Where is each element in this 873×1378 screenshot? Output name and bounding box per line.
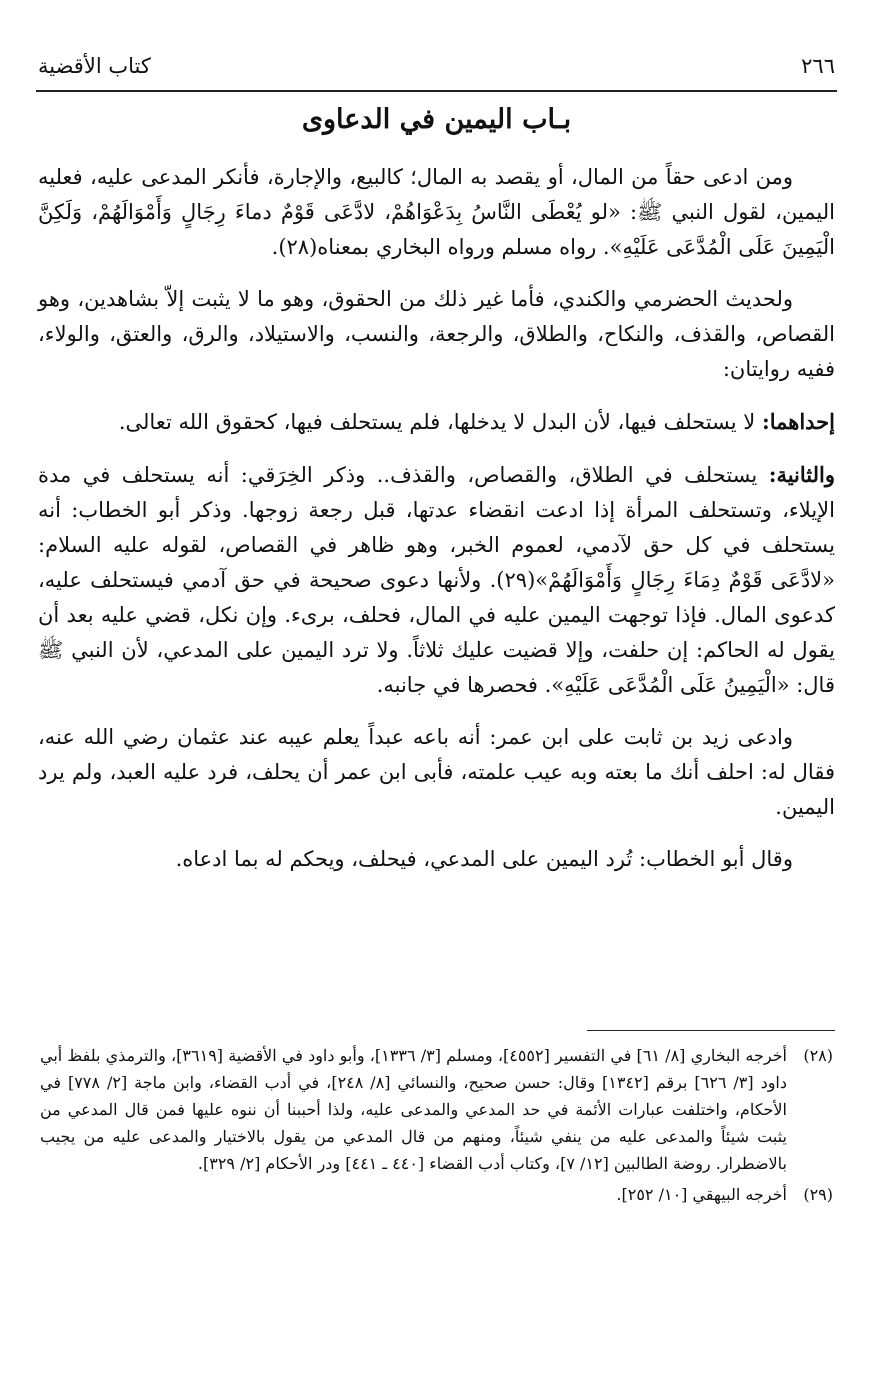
main-text	[38, 160, 835, 894]
paragraph-text: لا يستحلف فيها، لأن البدل لا يدخلها، فلم يستحلف فيها، كحقوق الله تعالى.	[118, 410, 762, 434]
paragraph	[38, 404, 835, 440]
page-number: ٢٦٦	[801, 54, 835, 78]
chapter-title: بـاب اليمين في الدعاوى	[301, 104, 572, 135]
footnotes	[40, 1042, 833, 1212]
footnote	[40, 1042, 833, 1177]
header-divider	[36, 90, 837, 92]
paragraph-text: يستحلف في الطلاق، والقصاص، والقذف.. وذكر الخِرَقي: أنه يستحلف في مدة الإيلاء، وتستحلف المرأة إذا ادعت انقضاء عدتها، قبل رجعة زوجها. وذكر أبو الخطاب: أنه يستحلف في كل حق لآدمي، لعموم الخبر، وهو ظاهر في القصاص، لقوله عليه السلام: «لادَّعَى قَوْمٌ دِمَاءَ رِجَالٍ وَأَمْوَالَهُمْ»(٢٩). ولأنها دعوى صحيحة في حق آدمي فيستحلف عليه، كدعوى المال. فإذا توجهت اليمين عليه في المال، فحلف، برىء. وإن نكل، قضي عليه بعد أن يقول له الحاكم: إن حلفت، وإلا قضيت عليك ثلاثاً. ولا ترد اليمين على المدعي، لأن النبي ﷺ قال: «الْيَمِينُ عَلَى الْمُدَّعَى عَلَيْهِ». فحصرها في جانبه.	[38, 463, 835, 697]
footnote-text: أخرجه البخاري [٨/ ٦١] في التفسير [٤٥٥٢]، ومسلم [٣/ ١٣٣٦]، وأبو داود في الأقضية [٣٦١٩]، والترمذي بلفظ أبي داود [٣/ ٦٢٦] برقم [١٣٤٢] وقال: حسن صحيح، والنسائي [٨/ ٢٤٨]، في أدب القضاء، وابن ماجة [٢/ ٧٧٨] في الأحكام، واختلفت عبارات الأئمة في حد المدعي والمدعى عليه، ولذا أحببنا أن ننوه عليها فمن قال المدعي من يثبت شيئاً والمدعى عليه من ينفي شيئاً، ومنهم من قال المدعي من يقول بالاختيار والمدعى عليه من يجيب بالاضطرار. روضة الطالبين [١٢/ ٧]، وكتاب أدب القضاء [٤٤٠ ـ ٤٤١] ودر الأحكام [٢/ ٣٢٩].	[40, 1046, 788, 1173]
paragraph: وقال أبو الخطاب: تُرد اليمين على المدعي، فيحلف، ويحكم له بما ادعاه.	[175, 847, 793, 871]
page-header	[38, 38, 835, 78]
paragraph-term: إحداهما:	[761, 409, 835, 434]
paragraph: وادعى زيد بن ثابت على ابن عمر: أنه باعه عبداً يعلم عيبه عند عثمان رضي الله عنه، فقال له: احلف أنك ما بعته وبه عيب علمته، فأبى ابن عمر أن يحلف، فرد عليه العبد، ولم يرد اليمين.	[38, 725, 835, 819]
paragraph-term: والثانية:	[768, 462, 835, 487]
paragraph: ومن ادعى حقاً من المال، أو يقصد به المال؛ كالبيع، والإجارة، فأنكر المدعى عليه، فعليه اليمين، لقول النبي ﷺ: «لو يُعْطَى النَّاسُ بِدَعْوَاهُمْ، لادَّعَى قَوْمٌ دماءَ رِجَالٍ وَأَمْوَالَهُمْ، وَلَكِنَّ الْيَمِينَ عَلَى الْمُدَّعَى عَلَيْهِ». رواه مسلم ورواه البخاري بمعناه(٢٨).	[38, 165, 835, 259]
running-title: كتاب الأقضية	[38, 54, 151, 78]
paragraph: ولحديث الحضرمي والكندي، فأما غير ذلك من الحقوق، وهو ما لا يثبت إلاّ بشاهدين، وهو القصاص، والقذف، والنكاح، والطلاق، والرجعة، والنسب، والاستيلاد، والرق، والعتق، والولاء، ففيه روايتان:	[38, 287, 835, 381]
footnote-number: (٢٩)	[803, 1185, 833, 1204]
paragraph	[38, 457, 835, 703]
footnote-divider	[587, 1030, 835, 1031]
footnote	[40, 1181, 833, 1208]
footnote-text: أخرجه البيهقي [١٠/ ٢٥٢].	[616, 1185, 787, 1204]
footnote-number: (٢٨)	[803, 1046, 833, 1065]
